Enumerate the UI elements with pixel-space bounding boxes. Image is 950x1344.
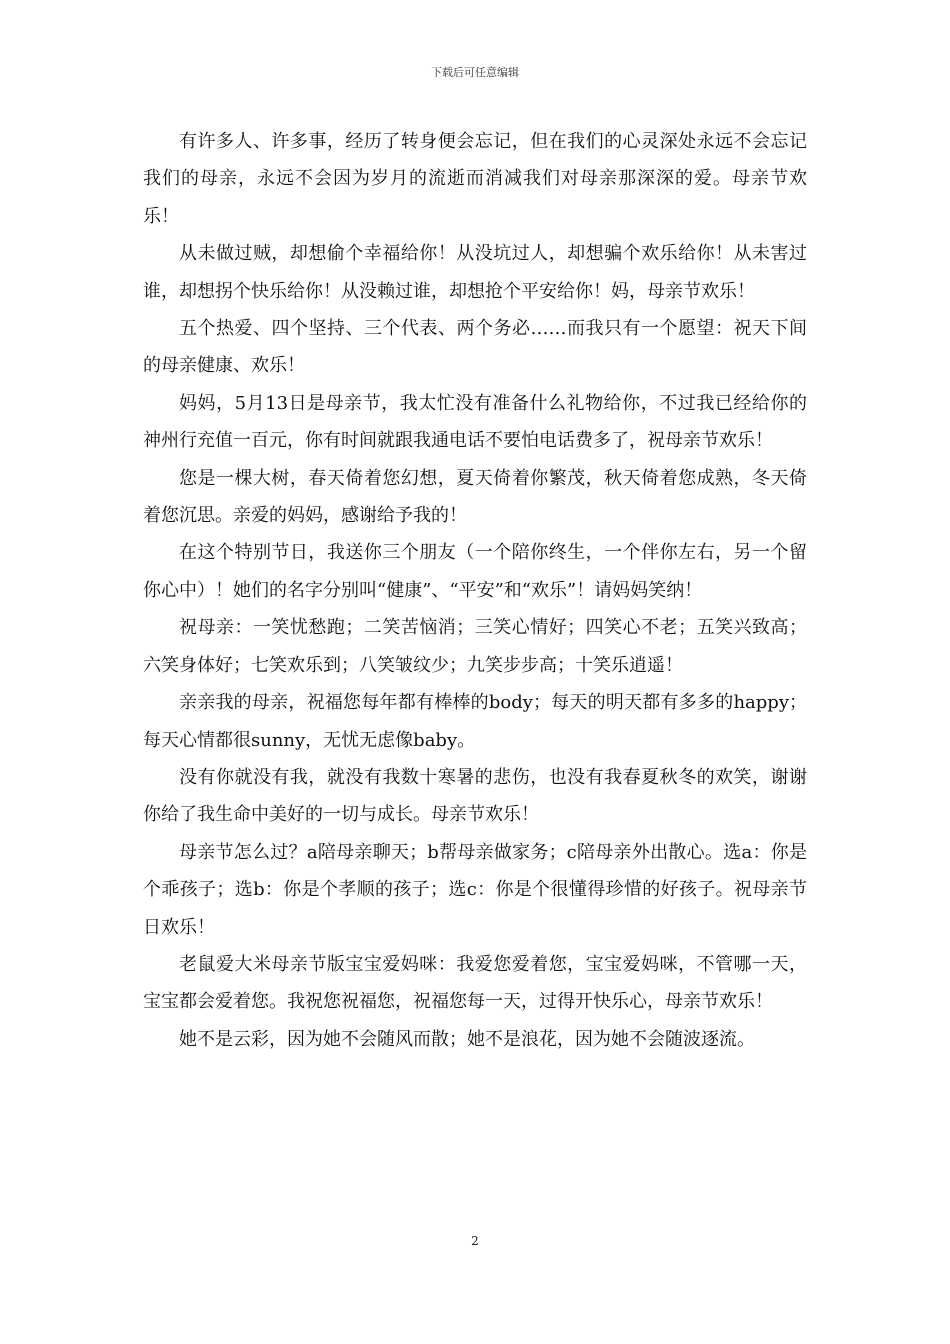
paragraph: 她不是云彩，因为她不会随风而散；她不是浪花，因为她不会随波逐流。 (179, 1028, 755, 1050)
paragraph: 祝母亲：一笑忧愁跑；二笑苦恼消；三笑心情好；四笑心不老；五笑兴致高；六笑身体好；七笑欢乐到；八笑皱纹少；九笑步步高；十笑乐逍遥！ (143, 617, 807, 676)
paragraph: 五个热爱、四个坚持、三个代表、两个务必……而我只有一个愿望：祝天下间的母亲健康、欢乐！ (143, 318, 807, 377)
paragraph: 从未做过贼，却想偷个幸福给你！从没坑过人，却想骗个欢乐给你！从未害过谁，却想拐个快乐给你！从没赖过谁，却想抢个平安给你！妈，母亲节欢乐！ (143, 243, 807, 302)
page-number: 2 (471, 1234, 479, 1248)
paragraph: 您是一棵大树，春天倚着您幻想，夏天倚着你繁茂，秋天倚着您成熟，冬天倚着您沉思。亲爱的妈妈，感谢给予我的！ (143, 467, 807, 527)
page-header: 下载后可任意编辑 (431, 66, 519, 79)
paragraph: 妈妈，5月13日是母亲节，我太忙没有准备什么礼物给你，不过我已经给你的神州行充值一百元，你有时间就跟我通电话不要怕电话费多了，祝母亲节欢乐！ (143, 392, 807, 452)
paragraph: 有许多人、许多事，经历了转身便会忘记，但在我们的心灵深处永远不会忘记我们的母亲，永远不会因为岁月的流逝而消减我们对母亲那深深的爱。母亲节欢乐！ (143, 131, 807, 227)
document-body (143, 123, 807, 1058)
paragraph: 亲亲我的母亲，祝福您每年都有棒棒的body；每天的明天都有多多的happy；每天心情都很sunny，无忧无虑像baby。 (143, 692, 807, 751)
paragraph: 母亲节怎么过？a陪母亲聊天；b帮母亲做家务；c陪母亲外出散心。选a：你是个乖孩子；选b：你是个孝顺的孩子；选c：你是个很懂得珍惜的好孩子。祝母亲节日欢乐！ (143, 841, 807, 938)
paragraph: 没有你就没有我，就没有我数十寒暑的悲伤，也没有我春夏秋冬的欢笑，谢谢你给了我生命中美好的一切与成长。母亲节欢乐！ (143, 766, 807, 826)
paragraph: 老鼠爱大米母亲节版宝宝爱妈咪：我爱您爱着您，宝宝爱妈咪，不管哪一天，宝宝都会爱着您。我祝您祝福您，祝福您每一天，过得开快乐心，母亲节欢乐！ (143, 953, 807, 1013)
paragraph: 在这个特别节日，我送你三个朋友（一个陪你终生，一个伴你左右，另一个留你心中）！她们的名字分别叫“健康”、“平安”和“欢乐”！请妈妈笑纳！ (143, 542, 807, 601)
